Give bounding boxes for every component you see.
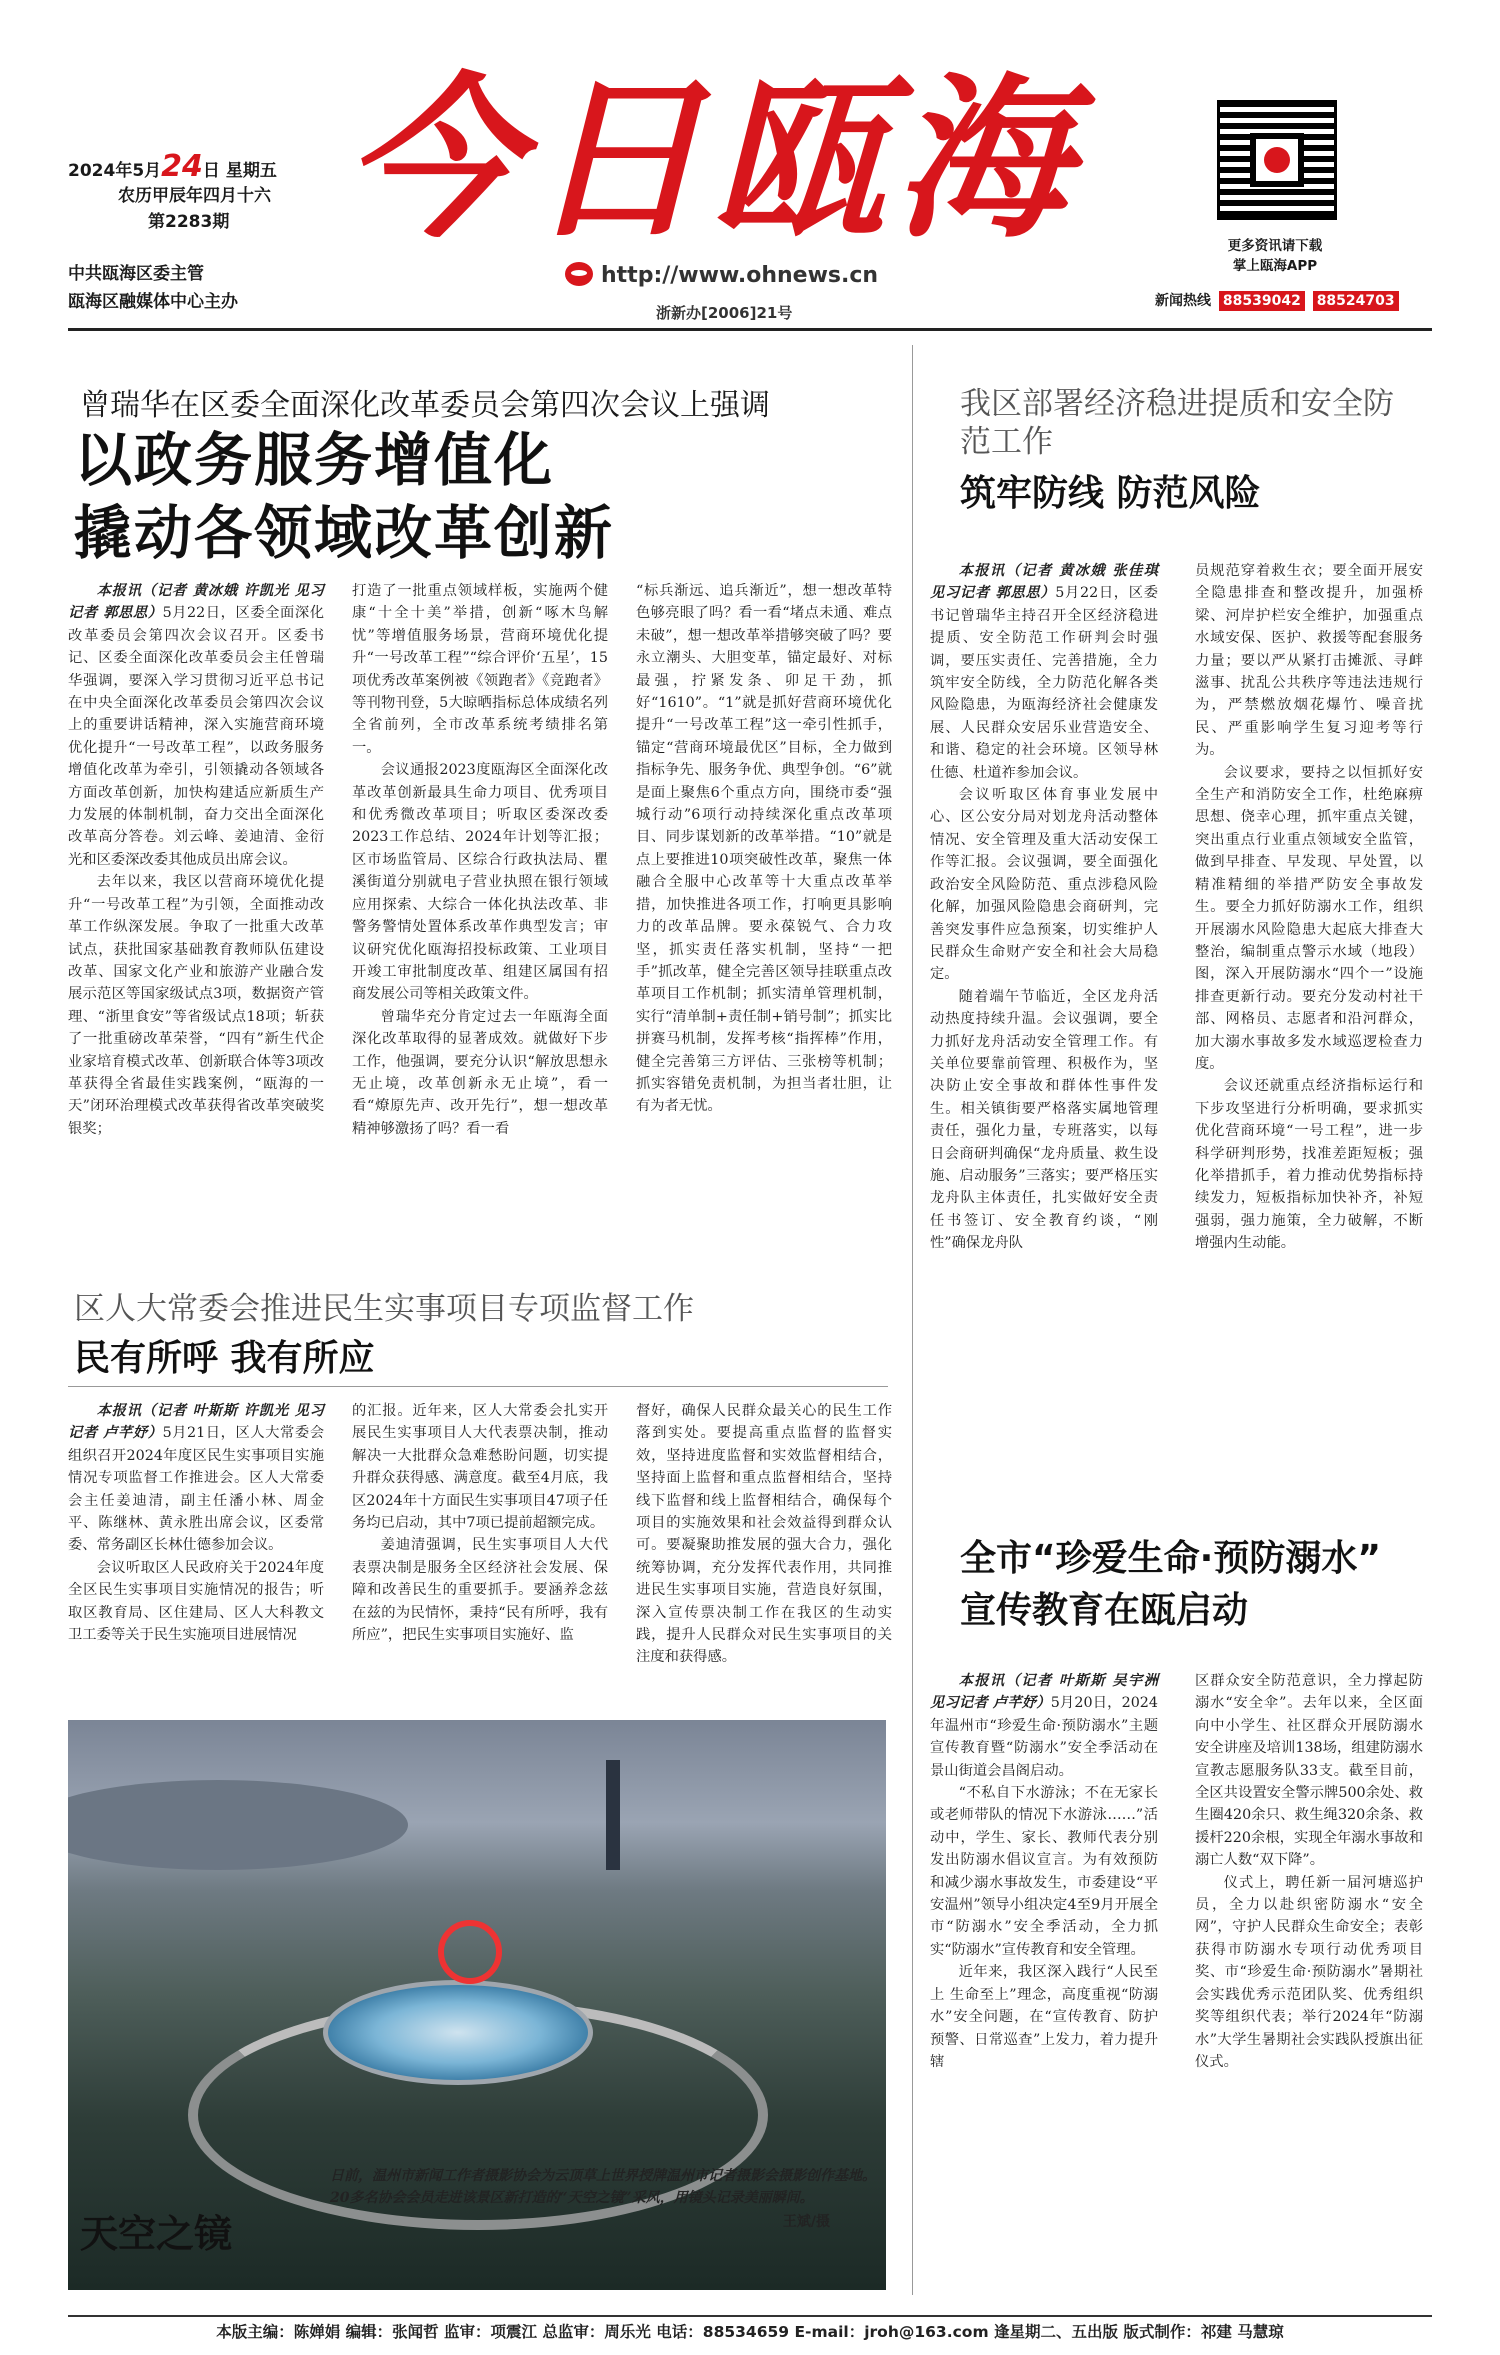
news-hotline: 新闻热线 88539042 88524703 [1155,290,1399,310]
article3-kicker: 我区部署经济稳进提质和安全防范工作 [960,386,1394,460]
article4-column1: 本报讯（记者 叶斯斯 吴宇洲 见习记者 卢芊妤）5月20日，2024年温州市“珍爱生命·预防溺水”主题宣传教育暨“防溺水”安全季活动在景山街道会昌阁启动。 “不私自下水游泳；不在无家长或老师带队的情况下水游泳……”活动中，学生、家长、教师代表分别发出防溺水倡议宣言。为有效预防和减少溺水事故发生，市委建设“平安温州”领导小组决定4至9月开展全市“防溺水”安全季活动，全力抓实“防溺水”宣传教育和安全管理。 近年来，我区深入践行“人民至上 生命至上”理念，高度重视“防溺水”安全问题，在“宣传教育、防护预警、日常巡查”上发力，着力提升辖 [930,1673,1158,2070]
newspaper-title: 今日瓯海 [345,57,1077,262]
app-logo-icon [1264,147,1290,173]
license-number: 浙新办[2006]21号 [656,304,793,322]
photo-caption: 日前，温州市新闻工作者摄影协会为云顶草上世界授牌温州市记者摄影会摄影创作基地。20多名协会会员走进该景区新打造的“天空之镜”采风，用镜头记录美丽瞬间。 王斌/摄 [330,2165,890,2209]
photo-heart-sculpture [438,1920,502,1984]
masthead-sponsor2: 瓯海区融媒体中心主办 [68,292,238,312]
website-url[interactable]: http://www.ohnews.cn [565,262,878,288]
photo-label: 天空之镜 [80,2212,233,2256]
article1-kicker: 曾瑞华在区委全面深化改革委员会第四次会议上强调 [80,388,770,423]
site-logo-icon [565,262,593,286]
article2-column1: 本报讯（记者 叶斯斯 许凯光 见习记者 卢芊妤）5月21日，区人大常委会组织召开2024年度区民生实事项目实施情况专项监督工作推进会。区人大常委会主任姜迪清，副主任潘小林、周金平、陈继林、黄永胜出席会议，区委常委、常务副区长林仕德参加会议。 会议听取区人民政府关于2024年度全区民生实事项目实施情况的报告；听取区教育局、区住建局、区人大科教文卫工委等关于民生实施项目进展情况 [68,1403,324,1644]
footer-rule [68,2315,1432,2317]
masthead-issue: 第2283期 [148,212,230,232]
article1-column2: 打造了一批重点领域样板，实施两个健康“十全十美”举措，创新“啄木鸟解忧”等增值服务场景，营商环境优化提升“一号改革工程”“综合评价‘五星’，15项优秀改革案例被《领跑者》《竞跑者》等刊物刊登，5大晾晒指标总体成绩名列全省前列，全市改革系统考绩排名第一。 会议通报2023度瓯海区全面深化改革改革创新最具生命力项目、优秀项目和优秀微改革项目；听取区委深改委2023工作总结、2024年计划等汇报；区市场监管局、区综合行政执法局、瞿溪街道分别就电子营业执照在银行领域应用探索、大综合一体化执法改革、非警务警情处置体系改革作典型发言；审议研究优化瓯海招投标政策、工业项目开竣工审批制度改革、组建区属国有招商发展公司等相关政策文件。 曾瑞华充分肯定过去一年瓯海全面深化改革取得的显著成效。就做好下步工作，他强调，要充分认识“解放思想永无止境，改革创新永无止境”，看一看“燎原先声、改开先行”，想一想改革精神够激扬了吗？看一看 [352,583,608,1137]
masthead-sponsor1: 中共瓯海区委主管 [68,264,204,284]
photo-mirror-platform [323,1980,593,2085]
masthead-lunar: 农历甲辰年四月十六 [118,186,271,206]
photo-hill [68,1780,408,1870]
masthead-rule [68,328,1432,331]
photo-credit: 王斌/摄 [782,2214,830,2230]
article1-column3: “标兵渐远、追兵渐近”，想一想改革特色够亮眼了吗？看一看“堵点未通、难点未破”，想一想改革举措够突破了吗？要永立潮头、大胆变革，锚定最好、对标最强，拧紧发条、卯足干劲，抓好“1610”。“1”就是抓好营商环境优化提升“一号改革工程”这一牵引性抓手，锚定“营商环境最优区”目标，全力做到指标争先、服务争优、典型争创。“6”就是面上聚焦6个重点方向，围绕市委“强城行动”6项行动持续深化重点改革项目、同步谋划新的改革举措。“10”就是点上要推进10项突破性改革，聚焦一体融合全服中心改革等十大重点改革举措，加快推进各项工作，打响更具影响力的改革品牌。要永葆锐气、合力攻坚，抓实责任落实机制，坚持“一把手”抓改革，健全完善区领导挂联重点改革项目工作机制；抓实清单管理机制，实行“清单制+责任制+销号制”；抓实比拼赛马机制，发挥考核“指挥棒”作用，健全完善第三方评估、三张榜等机制；抓实容错免责机制，为担当者壮胆，让有为者无忧。 [636,583,892,1115]
page-footer: 本版主编：陈婵娟 编辑：张闻哲 监审：项震江 总监审：周乐光 电话：88534659 E-mail：jroh@163.com 逢星期二、五出版 版式制作：祁建 马慧琼 [216,2323,1284,2341]
article1-headline-line2: 撬动各领域改革创新 [74,499,615,567]
column-divider [912,345,913,2295]
qr-caption: 更多资讯请下载 掌上瓯海APP [1227,238,1323,274]
article3-headline: 筑牢防线 防范风险 [960,473,1261,514]
qr-code-icon[interactable] [1217,100,1337,220]
article3-column1: 本报讯（记者 黄冰娥 张佳琪 见习记者 郭思思）5月22日，区委书记曾瑞华主持召开全区经济稳进提质、安全防范工作研判会时强调，要压实责任、完善措施，全力筑牢安全防线，全力防范化解各类风险隐患，为瓯海经济社会健康发展、人民群众安居乐业营造安全、和谐、稳定的社会环境。区领导林仕德、杜道祚参加会议。 会议听取区体育事业发展中心、区公安分局对划龙舟活动整体情况、安全管理及重大活动安保工作等汇报。会议强调，要全面强化政治安全风险防范、重点涉稳风险化解，加强风险隐患会商研判，完善突发事件应急预案，切实维护人民群众生命财产安全和社会大局稳定。 随着端午节临近，全区龙舟活动热度持续升温。会议强调，要全力抓好龙舟活动安全管理工作。有关单位要靠前管理、积极作为，坚决防止安全事故和群体性事件发生。相关镇街要严格落实属地管理责任，强化力量，专班落实，以每日会商研判确保“龙舟质量、救生设施、启动服务”三落实；要严格压实龙舟队主体责任，扎实做好安全责任书签订、安全教育约谈，“刚性”确保龙舟队 [930,563,1158,1252]
article2-column2: 的汇报。近年来，区人大常委会扎实开展民生实事项目人大代表票决制，推动解决一大批群众急难愁盼问题，切实提升群众获得感、满意度。截至4月底，我区2024年十方面民生实事项目47项子任务均已启动，其中7项已提前超额完成。 姜迪清强调，民生实事项目人大代表票决制是服务全区经济社会发展、保障和改善民生的重要抓手。要涵养念兹在兹的为民情怀，秉持“民有所呼，我有所应”，把民生实事项目实施好、监 [352,1403,608,1644]
article4-headline-line1: 全市“珍爱生命·预防溺水” [960,1538,1381,1579]
photo-tower [606,1760,620,1870]
article4-column2: 区群众安全防范意识，全力撑起防溺水“安全伞”。去年以来，全区面向中小学生、社区群众开展防溺水安全讲座及培训138场，组建防溺水宣教志愿服务队33支。截至目前，全区共设置安全警示牌500余处、救生圈420余只、救生绳320余条、救援杆220余根，实现全年溺水事故和溺亡人数“双下降”。 仪式上，聘任新一届河塘巡护员，全力以赴织密防溺水“安全网”，守护人民群众生命安全；表彰获得市防溺水专项行动优秀项目奖、市“珍爱生命·预防溺水”暑期社会实践优秀示范团队奖、优秀组织奖等组织代表；举行2024年“防溺水”大学生暑期社会实践队授旗出征仪式。 [1195,1673,1423,2070]
masthead-date: 2024年5月24日 星期五 [68,149,277,184]
article2-rule [68,1386,888,1387]
article3-column2: 员规范穿着救生衣；要全面开展安全隐患排查和整改提升，加强桥梁、河岸护栏安全维护，加强重点水域安保、医护、救援等配套服务力量；要以严从紧打击摊派、寻衅滋事、扰乱公共秩序等违法违规行为，严禁燃放烟花爆竹、噪音扰民、严重影响学生复习迎考等行为。 会议要求，要持之以恒抓好安全生产和消防安全工作，杜绝麻痹思想、侥幸心理，抓牢重点关键，突出重点行业重点领域安全监管，做到早排查、早发现、早处置，以精准精细的举措严防安全事故发生。要全力抓好防溺水工作，组织开展溺水风险隐患大起底大排查大整治，编制重点警示水域（地段）图，深入开展防溺水“四个一”设施排查更新行动。要充分发动村社干部、网格员、志愿者和沿河群众，加大溺水事故多发水域巡逻检查力度。 会议还就重点经济指标运行和下步攻坚进行分析明确，要求抓实优化营商环境“一号工程”，进一步科学研判形势，找准差距短板；强化举措抓手，着力推动优势指标持续发力，短板指标加快补齐，补短强弱，强力施策，全力破解，不断增强内生动能。 [1195,563,1423,1252]
article1-column1: 本报讯（记者 黄冰娥 许凯光 见习记者 郭思思）5月22日，区委全面深化改革委员会第四次会议召开。区委书记、区委全面深化改革委员会主任曾瑞华强调，要深入学习贯彻习近平总书记在中央全面深化改革委员会第四次会议上的重要讲话精神，深入实施营商环境优化提升“一号改革工程”，以政务服务增值化改革为牵引，引领撬动各领域各方面改革创新，加快构建适应新质生产力发展的体制机制，奋力交出全面深化改革高分答卷。刘云峰、姜迪清、金衍光和区委深改委其他成员出席会议。 去年以来，我区以营商环境优化提升“一号改革工程”为引领，全面推动改革工作纵深发展。争取了一批重大改革试点，获批国家基础教育教师队伍建设改革、国家文化产业和旅游产业融合发展示范区等国家级试点3项，数据资产管理、“浙里食安”等省级试点18项；斩获了一批重磅改革荣誉，“四有”新生代企业家培育模式改革、创新联合体等3项改革获得全省最佳实践案例，“瓯海的一天”闭环治理模式改革获得省改革突破奖银奖； [68,583,324,1137]
article4-headline-line2: 宣传教育在瓯启动 [960,1590,1249,1631]
article2-headline: 民有所呼 我有所应 [74,1338,375,1379]
article2-kicker: 区人大常委会推进民生实事项目专项监督工作 [74,1291,694,1327]
article2-column3: 督好，确保人民群众最关心的民生工作落到实处。要提高重点监督的监督实效，坚持进度监督和实效监督相结合，坚持面上监督和重点监督相结合，坚持线下监督和线上监督相结合，确保每个项目的实施效果和社会效益得到群众认可。要凝聚助推发展的强大合力，强化统筹协调，充分发挥代表作用，共同推进民生实事项目实施，营造良好氛围，深入宣传票决制工作在我区的生动实践，提升人民群众对民生实事项目的关注度和获得感。 [636,1403,892,1666]
article1-headline-line1: 以政务服务增值化 [74,426,555,494]
